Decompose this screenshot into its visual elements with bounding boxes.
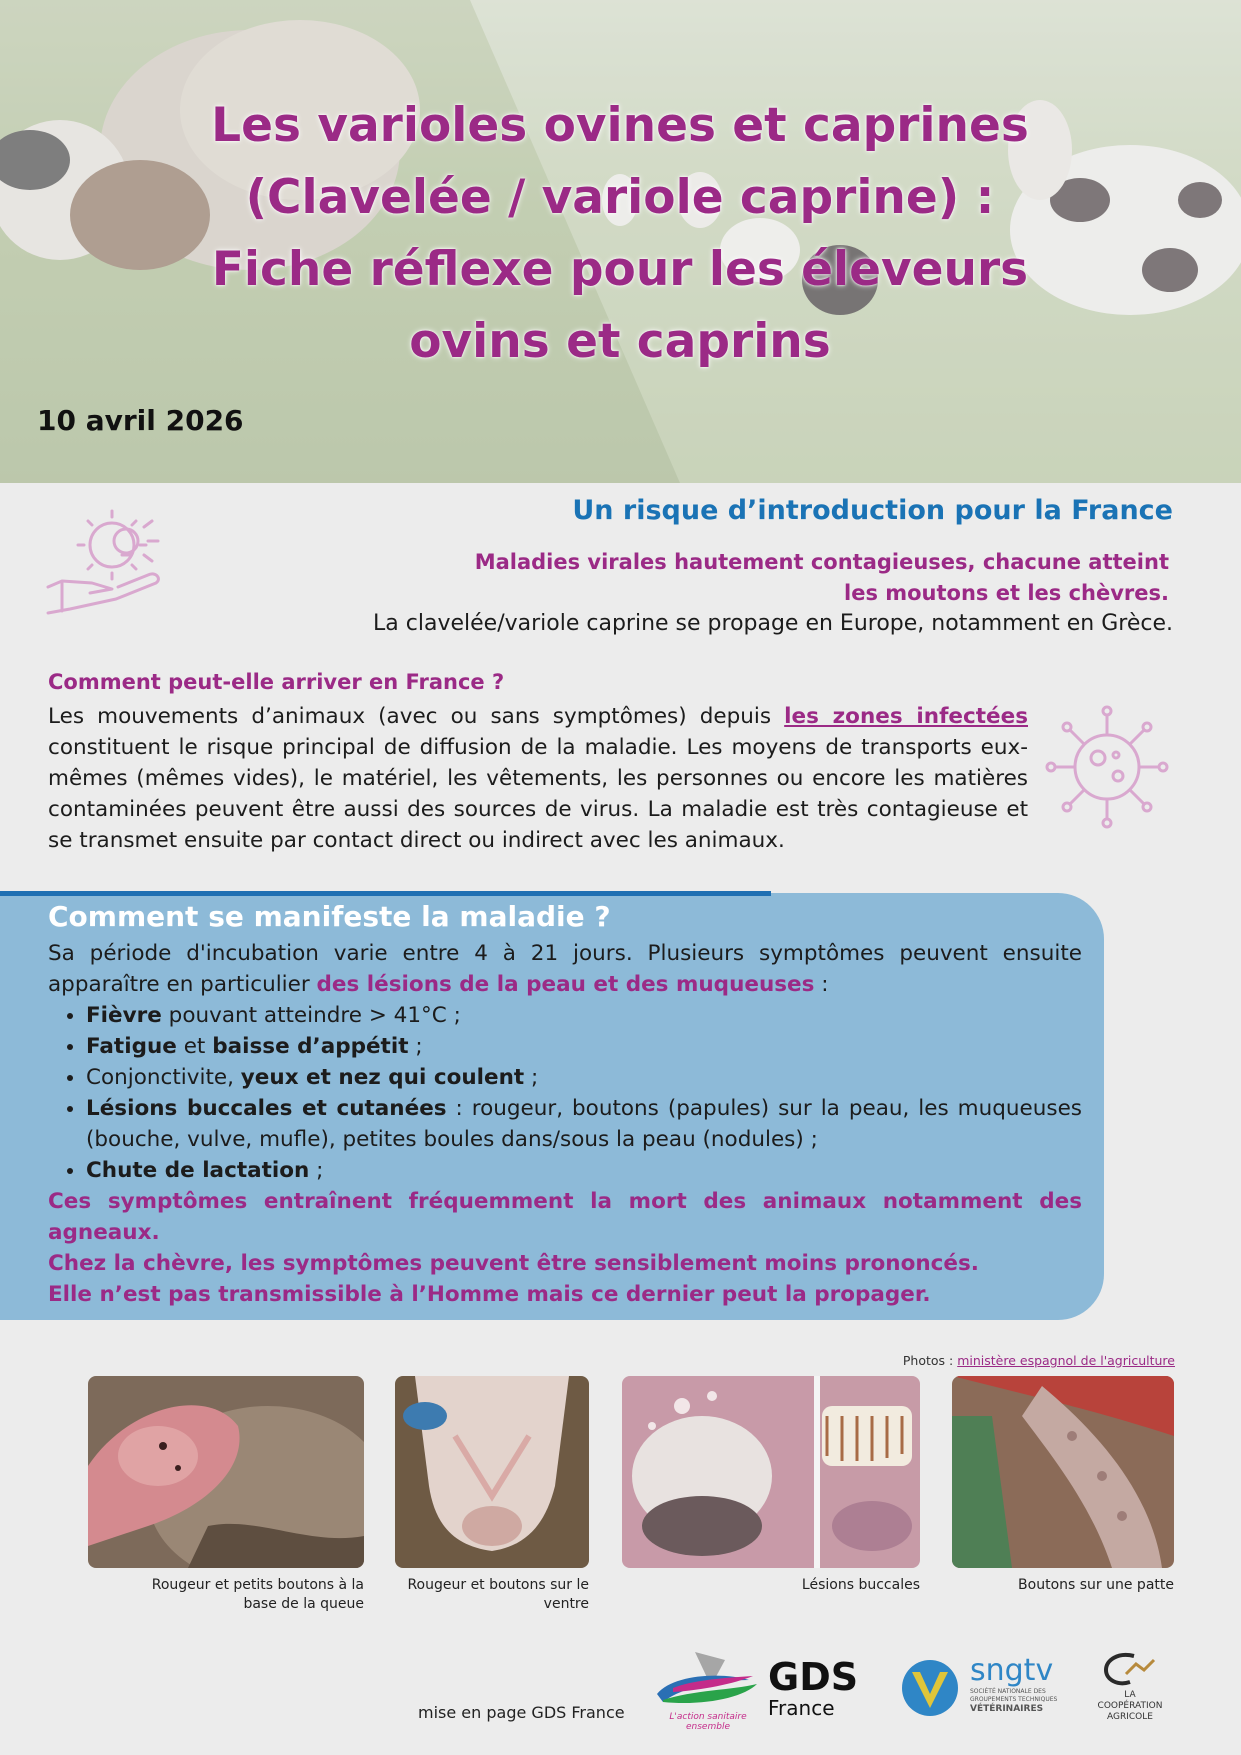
closing-human: Elle n’est pas transmissible à l’Homme mais ce dernier peut la propager.: [48, 1282, 931, 1307]
title-line-4: ovins et caprins: [409, 314, 831, 369]
hero-banner: [0, 0, 1241, 483]
sngtv-subtitle-2: GROUPEMENTS TECHNIQUES: [970, 1696, 1058, 1703]
gds-wordmark: [768, 1657, 858, 1719]
layout-credit: mise en page GDS France: [418, 1703, 625, 1722]
cooperation-agricole-icon: [1100, 1652, 1160, 1686]
credit-prefix: Photos :: [902, 1353, 958, 1368]
sngtv-subtitle-1: SOCIÉTÉ NATIONALE DES: [970, 1688, 1046, 1695]
symptom-text: et: [176, 1034, 213, 1059]
arrival-heading: Comment peut-elle arriver en France ?: [48, 670, 505, 694]
risk-subtitle-line-1: Maladies virales hautement contagieuses, chacune atteint: [474, 550, 1169, 574]
sngtv-v-logo: [900, 1658, 960, 1718]
section-divider: [0, 891, 771, 896]
closing-mortality: Ces symptômes entraînent fréquemment la mort des animaux notamment des agneaux.: [48, 1189, 1082, 1245]
belly-lesion-image: [395, 1376, 589, 1568]
gds-country: France: [768, 1696, 835, 1720]
photo-belly-lesions: [395, 1376, 589, 1568]
caption-leg: Boutons sur une patte: [1018, 1577, 1174, 1593]
symptoms-intro: [48, 938, 1082, 1000]
symptom-bold: baisse d’appétit: [212, 1034, 409, 1059]
page-title: [120, 90, 1120, 378]
symptom-bold: Fièvre: [86, 1003, 162, 1028]
coop-line-1: LA: [1124, 1690, 1136, 1700]
intro-colon: :: [814, 972, 829, 997]
symptom-item: [86, 1093, 1082, 1155]
intro-text: Sa période d'incubation varie entre 4 à 21 jours. Plusieurs symptômes peuvent ensuite apparaître en particulier: [48, 941, 1082, 997]
leg-lesion-image: [952, 1376, 1174, 1568]
risk-subtitle: [409, 547, 1169, 609]
tail-lesion-image: [88, 1376, 364, 1568]
arrival-text-1: Les mouvements d’animaux (avec ou sans symptômes) depuis: [48, 704, 785, 729]
symptoms-heading: Comment se manifeste la maladie ?: [48, 900, 611, 933]
symptom-text: Conjonctivite,: [86, 1065, 241, 1090]
closing-goats: Chez la chèvre, les symptômes peuvent être sensiblement moins prononcés.: [48, 1251, 979, 1276]
risk-subtitle-line-2: les moutons et les chèvres.: [844, 581, 1169, 605]
hand-gear-bulb-icon: [44, 505, 174, 625]
infected-zones-link[interactable]: les zones infectées: [784, 704, 1028, 729]
photo-tail-lesions: [88, 1376, 364, 1568]
coop-line-3: AGRICOLE: [1107, 1712, 1153, 1722]
symptom-item: [86, 1062, 1082, 1093]
title-line-3: Fiche réflexe pour les éleveurs: [211, 242, 1029, 297]
symptom-text: pouvant atteindre > 41°C ;: [161, 1003, 461, 1028]
symptom-text: : rougeur, boutons (papules) sur la peau, les muqueuses (bouche, vulve, mufle), petites boules dans/sous la peau (nodules) ;: [86, 1096, 1082, 1152]
symptom-item: [86, 1155, 1082, 1186]
arrival-paragraph: [48, 701, 1028, 856]
symptom-bold: Chute de lactation: [86, 1158, 310, 1183]
virus-icon: [1040, 700, 1175, 835]
intro-emphasis: des lésions de la peau et des muqueuses: [316, 972, 815, 997]
symptom-bold: Lésions buccales et cutanées: [86, 1096, 447, 1121]
title-line-2: (Clavelée / variole caprine) :: [245, 170, 995, 225]
arrival-text-2: constituent le risque principal de diffusion de la maladie. Les moyens de transports eux-mêmes (mêmes vides), le matériel, les vêtements, les personnes ou encore les matières contaminées peuvent être aussi des sources de virus. La maladie est très contagieuse et se transmet ensuite par contact direct ou indirect avec les animaux.: [48, 735, 1028, 853]
risk-statement: La clavelée/variole caprine se propage en Europe, notamment en Grèce.: [373, 611, 1173, 636]
publication-date: 10 avril 2026: [37, 404, 244, 437]
photo-credit: [903, 1353, 1175, 1368]
gds-swoosh-icon: [653, 1650, 763, 1708]
photo-leg-lesions: [952, 1376, 1174, 1568]
photo-mouth-lesions: [622, 1376, 920, 1568]
credit-link[interactable]: ministère espagnol de l'agriculture: [957, 1353, 1175, 1368]
caption-tail: Rougeur et petits boutons à la base de la queue: [151, 1577, 364, 1612]
symptom-bold: yeux et nez qui coulent: [240, 1065, 525, 1090]
symptoms-body: [48, 938, 1082, 1310]
symptom-text: ;: [309, 1158, 324, 1183]
title-line-1: Les varioles ovines et caprines: [211, 98, 1029, 153]
gds-tagline: L'action sanitaire ensemble: [669, 1712, 747, 1732]
symptom-text: ;: [408, 1034, 423, 1059]
sngtv-subtitle-3: VÉTÉRINAIRES: [970, 1704, 1044, 1714]
caption-belly: Rougeur et boutons sur le ventre: [407, 1577, 589, 1612]
symptom-bold: Fatigue: [86, 1034, 177, 1059]
symptom-text: ;: [524, 1065, 539, 1090]
sngtv-wordmark: [970, 1654, 1057, 1715]
coop-line-2: COOPÉRATION: [1097, 1701, 1163, 1711]
mouth-lesion-image: [622, 1376, 920, 1568]
gds-name: GDS: [768, 1655, 859, 1699]
symptom-list: [48, 1000, 1082, 1186]
gds-logo: [653, 1650, 763, 1732]
cooperation-agricole-logo: [1090, 1652, 1170, 1723]
symptom-item: [86, 1031, 1082, 1062]
risk-title: Un risque d’introduction pour la France: [572, 495, 1173, 526]
caption-mouth: Lésions buccales: [801, 1577, 920, 1593]
symptom-item: [86, 1000, 1082, 1031]
sngtv-name: sngtv: [970, 1653, 1054, 1688]
